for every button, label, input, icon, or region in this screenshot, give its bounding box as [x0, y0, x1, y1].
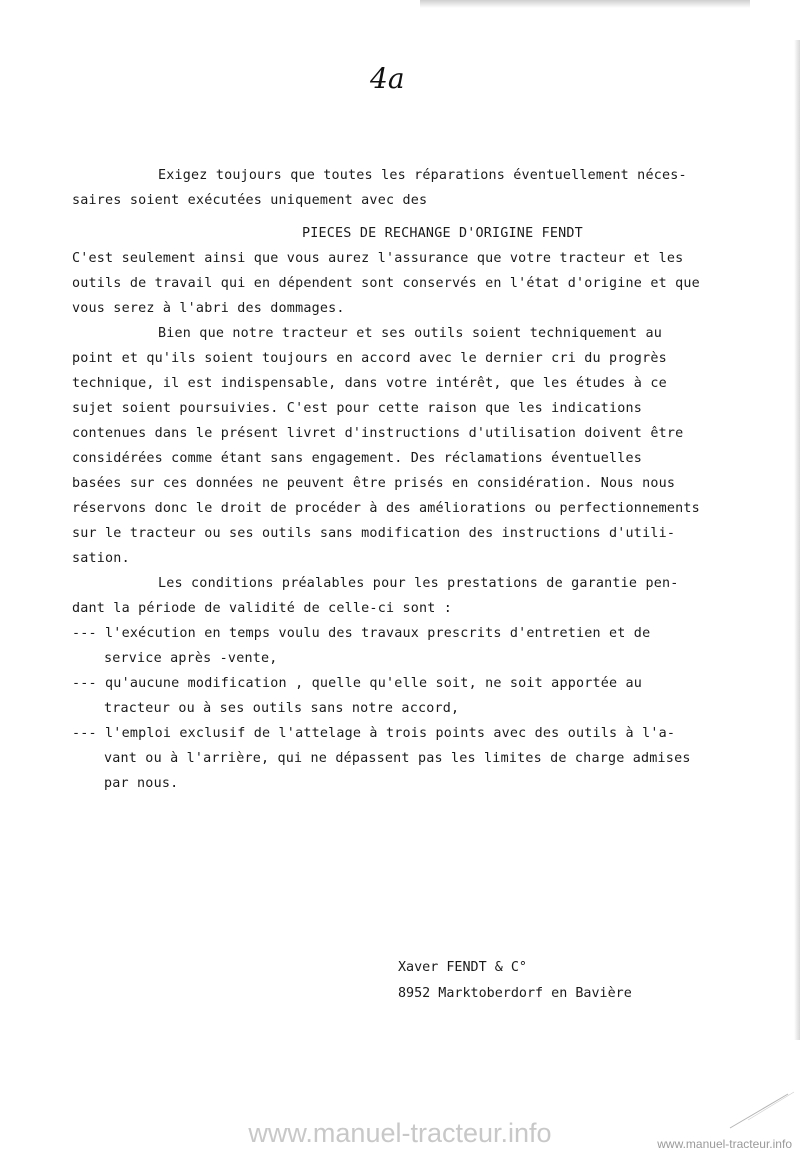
text-line: basées sur ces données ne peuvent être prisés en considération. Nous nous [72, 476, 676, 491]
text-line: Bien que notre tracteur et ses outils soient techniquement au [158, 326, 662, 341]
text-line: sation. [72, 551, 130, 566]
list-item-continuation: vant ou à l'arrière, qui ne dépassent pas les limites de charge admises [104, 751, 691, 766]
text-line: point et qu'ils soient toujours en accord avec le dernier cri du progrès [72, 351, 667, 366]
text-line: Les conditions préalables pour les prestations de garantie pen- [158, 576, 679, 591]
signature-block [398, 960, 632, 1012]
text-line: sujet soient poursuivies. C'est pour cette raison que les indications [72, 401, 643, 416]
text-line: technique, il est indispensable, dans votre intérêt, que les études à ce [72, 376, 667, 391]
watermark-center: www.manuel-tracteur.info [248, 1118, 552, 1148]
list-item: --- qu'aucune modification , quelle qu'elle soit, ne soit apportée au [72, 676, 643, 691]
watermark-right: www.manuel-tracteur.info [657, 1137, 792, 1151]
section-heading: PIECES DE RECHANGE D'ORIGINE FENDT [302, 226, 583, 241]
text-line: C'est seulement ainsi que vous aurez l'assurance que votre tracteur et les [72, 251, 684, 266]
text-line: Exigez toujours que toutes les réparations éventuellement néces- [158, 168, 687, 183]
list-item-continuation: service après -vente, [104, 651, 278, 666]
text-line: saires soient exécutées uniquement avec des [72, 193, 428, 208]
list-item-continuation: par nous. [104, 776, 179, 791]
scan-edge-top [420, 0, 750, 8]
company-address: 8952 Marktoberdorf en Bavière [398, 986, 632, 1001]
text-line: contenues dans le présent livret d'instructions d'utilisation doivent être [72, 426, 684, 441]
list-item-continuation: tracteur ou à ses outils sans notre accord, [104, 701, 460, 716]
text-line: outils de travail qui en dépendent sont conservés en l'état d'origine et que [72, 276, 700, 291]
text-line: dant la période de validité de celle-ci sont : [72, 601, 453, 616]
text-line: considérées comme étant sans engagement. Des réclamations éventuelles [72, 451, 643, 466]
text-line: réservons donc le droit de procéder à des améliorations ou perfectionnements [72, 501, 700, 516]
page-number: 4a [370, 62, 405, 95]
text-line: vous serez à l'abri des dommages. [72, 301, 345, 316]
company-name: Xaver FENDT & C° [398, 960, 527, 975]
list-item: --- l'exécution en temps voulu des travaux prescrits d'entretien et de [72, 626, 651, 641]
scan-edge-right [794, 40, 800, 1040]
text-line: sur le tracteur ou ses outils sans modification des instructions d'utili- [72, 526, 676, 541]
list-item: --- l'emploi exclusif de l'attelage à trois points avec des outils à l'a- [72, 726, 676, 741]
